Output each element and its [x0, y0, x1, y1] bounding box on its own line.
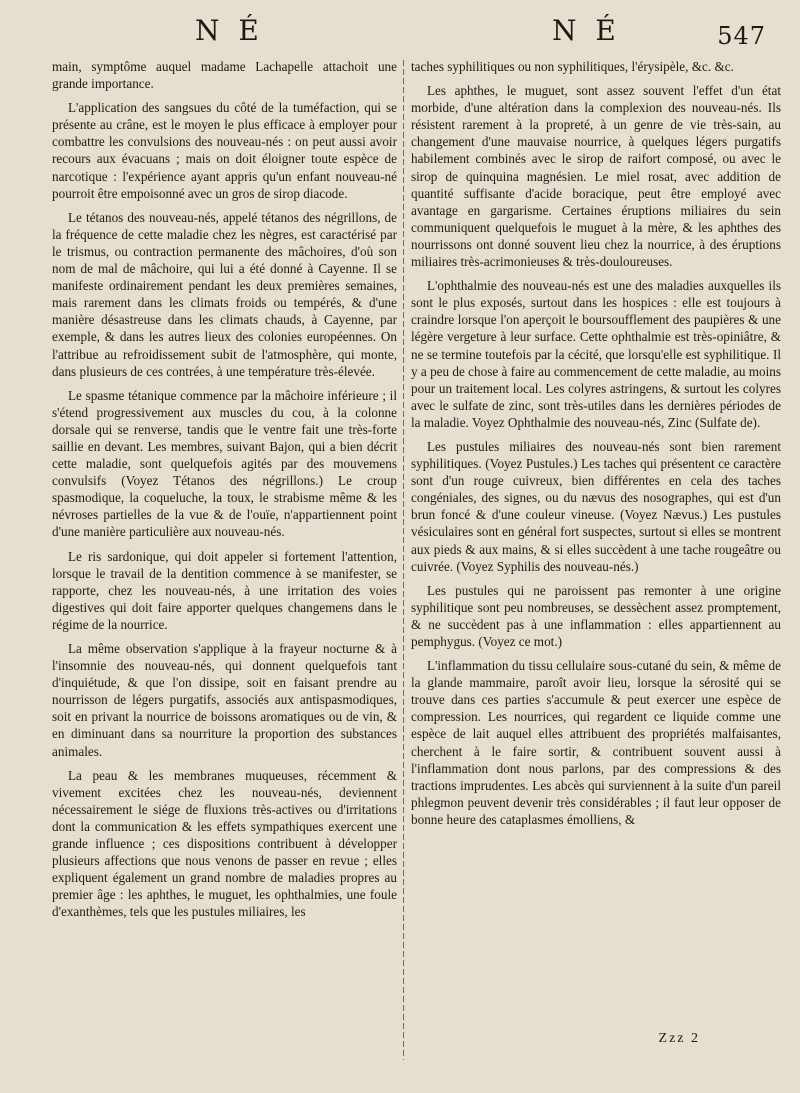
paragraph: Les aphthes, le muguet, sont assez souvent l'effet d'un état morbide, d'une altération dans la complexion des nouveau-nés. Ils résistent rarement à la propreté, à un genre de vie très-sain, au changement d'une mauvaise nourrice, à quelques légers purgatifs habilement combinés avec le sirop de raifort composé, ou avec le sirop de quinquina magnésien. Le miel rosat, avec addition de quantité suffisante d'acide boracique, peut être employé avec avantage en gargarisme. Certaines éruptions miliaires du sein communiquent quelquefois le muguet à la mère, & les aphthes des nourrissons ont donné souvent lieu chez la nourrice, à des éruptions miliaires très-acrimonieuses & très-douloureuses.: [411, 83, 781, 270]
signature-mark: Zzz 2: [658, 1031, 700, 1046]
paragraph: Le spasme tétanique commence par la mâchoire inférieure ; il s'étend progressivement aux muscles du cou, à la colonne dorsale qui se renverse, tandis que le ventre fait une très-forte saillie en devant. Les membres, suivant Bajon, qui a bien décrit cette maladie, sont quelquefois agités par des mouvemens convulsifs (Voyez Tétanos des négrillons.) Le croup spasmodique, la coqueluche, la toux, le strabisme même & les névroses partielles de la vue & de l'ouïe, n'appartiennent point d'une manière particulière aux nouveau-nés.: [52, 387, 397, 540]
paragraph: L'application des sangsues du côté de la tuméfaction, qui se présente au crâne, est le moyen le plus efficace à employer pour combattre les convulsions des nouveau-nés : on peut aussi avoir recours aux évacuans ; mais on doit éloigner toute espèce de narcotique : l'expérience ayant appris qu'un enfant nouveau-né pourroit être empoisonné avec un gros de sirop diacode.: [52, 100, 397, 201]
paragraph: L'inflammation du tissu cellulaire sous-cutané du sein, & même de la glande mammaire, paroît avoir lieu, lorsque la sérosité qui se trouve dans ces parties s'accumule & peut exercer une espèce de compression. Les nourrices, qui regardent ce liquide comme une espèce de lait auquel elles attribuent des propriétés malfaisantes, cherchent à le faire sortir, & contribuent souvent aussi à l'inflammation dont nous parlons, par des compressions & des tractions imprudentes. Les abcès qui surviennent à la suite d'un pareil phlegmon peuvent devenir très considérables ; il faut leur opposer de bonne heure des cataplasmes émolliens, &: [411, 658, 781, 827]
paragraph: La peau & les membranes muqueuses, récemment & vivement excitées chez les nouveau-nés, deviennent nécessairement le siége de fluxions très-actives ou d'irritations dont la communication & les effets sympathiques exercent une grande influence ; ces dispositions contribuent à développer plusieurs affections que nous venons de passer en revue ; elles expliquent également un grand nombre de maladies propres au premier âge : les aphthes, le muguet, les ophthalmies, une foule d'exanthèmes, tels que les pustules miliaires, les: [52, 767, 397, 920]
paragraph: taches syphilitiques ou non syphilitiques, l'érysipèle, &c. &c.: [411, 59, 734, 74]
right-column: [411, 58, 781, 1058]
running-head-left: N É: [195, 14, 264, 47]
paragraph: Le ris sardonique, qui doit appeler si fortement l'attention, lorsque le travail de la dentition commence à se manifester, se rapporte, chez les nouveau-nés, à une irritation des voies digestives qui doit faire apporter quelques changemens dans le régime de la nourrice.: [52, 548, 397, 632]
paragraph: Les pustules miliaires des nouveau-nés sont bien rarement syphilitiques. (Voyez Pustules.) Les taches qui présentent ce caractère sont d'un rouge cuivreux, bien différentes en cela des taches congéniales, des signes, ou du nævus des nosographes, qui est d'un brun foncé & d'une couleur vineuse. (Voyez Nævus.) Les pustules vésiculaires sont en général fort suspectes, surtout si elles se montrent aux pieds & aux mains, & si elles succèdent à une tache rougeâtre ou cuivrée. (Voyez Syphilis des nouveau-nés.): [411, 438, 781, 574]
left-column: [52, 58, 397, 1058]
page-number: 547: [717, 22, 766, 50]
column-divider: [403, 60, 404, 1060]
running-head-right: N É: [552, 14, 621, 47]
paragraph: La même observation s'applique à la frayeur nocturne & à l'insomnie des nouveau-nés, qui donnent quelquefois tant d'inquiétude, & que l'on dissipe, soit en faisant prendre au nourrisson de légers purgatifs, associés aux antispasmodiques, soit en privant la nourrice de boissons aromatiques ou de vin, & en diminuant dans sa nourriture la proportion des substances animales.: [52, 641, 397, 759]
paragraph: Les pustules qui ne paroissent pas remonter à une origine syphilitique sont peu nombreuses, se dessèchent assez promptement, & ne succèdent pas à une inflammation : elles appartiennent au pemphygus. (Voyez ce mot.): [411, 582, 781, 649]
paragraph: Le tétanos des nouveau-nés, appelé tétanos des négrillons, de la fréquence de cette maladie chez les nègres, est caractérisé par le trismus, ou contraction permanente des mâchoires, d'où son nom de mal de mâchoire, qui lui a été donné à Cayenne. Il se manifeste ordinairement pendant les deux premières semaines, mais rarement dans les climats froids ou tempérés, & d'une manière désastreuse dans les climats chauds, à Cayenne, par exemple, & dans les autres lieux des colonies européennes. On l'attribue au refroidissement subit de l'atmosphère, qui monte, dans plusieurs de ces contrées, à une température très-élevée.: [52, 209, 397, 379]
paragraph: L'ophthalmie des nouveau-nés est une des maladies auxquelles ils sont le plus exposés, surtout dans les hospices : elle est toujours à craindre lorsque l'on aperçoit le boursoufflement des paupières & une légère vergeture à leur surface. Cette ophthalmie est très-opiniâtre, & ne se termine toutefois par la cécité, que lorsqu'elle est syphilitique. Il y a peu de chose à faire au commencement de cette maladie, au moins pour un traitement local. Les colyres astringens, & surtout les colyres avec le sulfate de zinc, sont très-utiles dans les dernières périodes de la maladie. Voyez Ophthalmie des nouveau-nés, Zinc (Sulfate de).: [411, 278, 781, 430]
paragraph: main, symptôme auquel madame Lachapelle attachoit une grande importance.: [52, 59, 397, 92]
